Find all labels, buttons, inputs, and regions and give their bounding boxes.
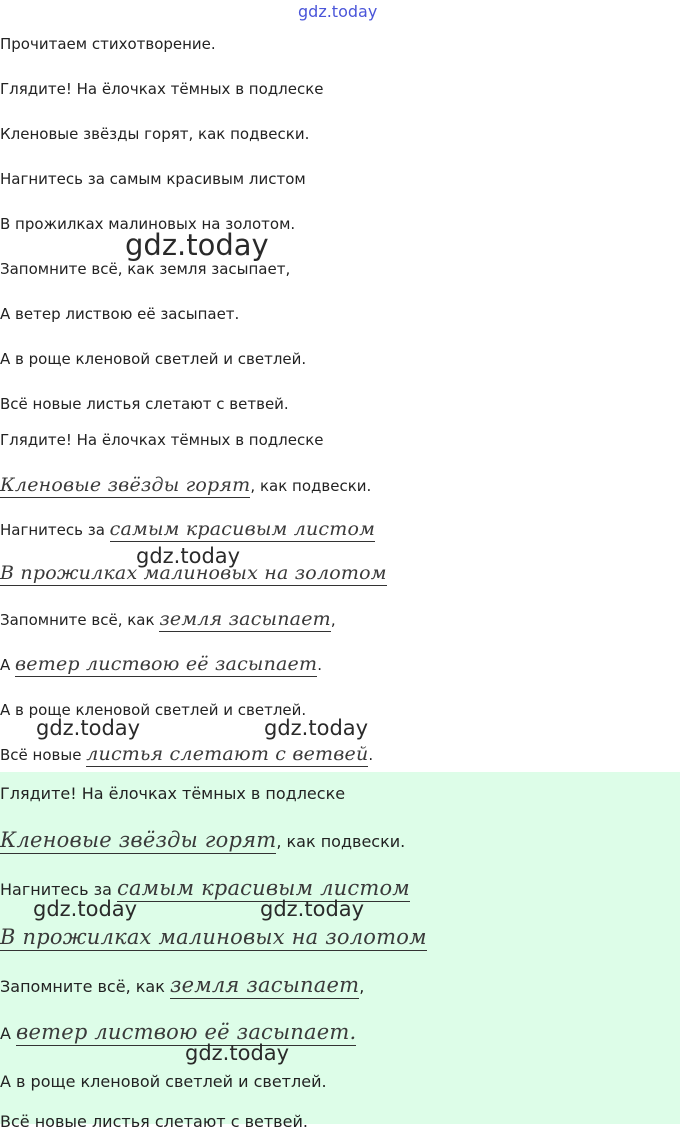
line-text: .	[368, 746, 374, 764]
watermark: gdz.today	[260, 897, 365, 921]
line-text: .	[317, 656, 322, 674]
answer-line-8: Всё новые листья слетают с ветвей.	[0, 1112, 308, 1131]
annotated-line-1: Глядите! На ёлочках тёмных в подлеске	[0, 431, 324, 449]
line-text: , как подвески.	[250, 477, 372, 495]
watermark: gdz.today	[36, 716, 141, 740]
handwritten-underline: самым красивым листом	[109, 518, 376, 540]
line-text: ,	[359, 977, 365, 996]
poem-line-3: Нагнитесь за самым красивым листом	[0, 170, 306, 188]
line-text: А	[0, 1024, 17, 1043]
handwritten-underline: Кленовые звёзды горят	[0, 828, 277, 852]
poem-line-4: В прожилках малиновых на золотом.	[0, 215, 296, 233]
handwritten-underline: Кленовые звёзды горят	[0, 474, 251, 496]
handwritten-underline: ветер листвою её засыпает.	[16, 1020, 357, 1044]
annotated-line-8	[0, 743, 373, 765]
handwritten-underline: ветер листвою её засыпает	[15, 653, 318, 675]
watermark: gdz.today	[125, 228, 269, 262]
handwritten-underline: земля засыпает	[159, 608, 331, 630]
annotated-line-2	[0, 474, 371, 496]
poem-line-7: А в роще кленовой светлей и светлей.	[0, 350, 307, 368]
line-text: , как подвески.	[276, 832, 406, 851]
line-text: Нагнитесь за	[0, 521, 110, 539]
answer-line-6	[0, 1020, 356, 1044]
watermark-top: gdz.today	[298, 2, 378, 21]
answer-line-1: Глядите! На ёлочках тёмных в подлеске	[0, 784, 346, 803]
line-text: А	[0, 656, 16, 674]
handwritten-underline: В прожилках малиновых на золотом	[0, 562, 387, 584]
line-text: Нагнитесь за	[0, 880, 117, 899]
line-text: Запомните всё, как	[0, 611, 160, 629]
watermark: gdz.today	[33, 897, 138, 921]
poem-line-6: А ветер листвою её засыпает.	[0, 305, 240, 323]
poem-line-2: Кленовые звёзды горят, как подвески.	[0, 125, 310, 143]
annotated-line-5	[0, 608, 336, 630]
watermark: gdz.today	[136, 544, 241, 568]
handwritten-underline: самым красивым листом	[116, 876, 410, 900]
poem-line-5: Запомните всё, как земля засыпает,	[0, 260, 291, 278]
line-text: ,	[330, 611, 336, 629]
watermark: gdz.today	[185, 1041, 290, 1065]
handwritten-underline: листья слетают с ветвей	[86, 743, 369, 765]
answer-line-7: А в роще кленовой светлей и светлей.	[0, 1072, 327, 1091]
handwritten-underline: земля засыпает	[169, 973, 360, 997]
poem-line-1: Глядите! На ёлочках тёмных в подлеске	[0, 80, 324, 98]
line-text: Всё новые	[0, 746, 87, 764]
annotated-line-6	[0, 653, 322, 675]
poem-line-8: Всё новые листья слетают с ветвей.	[0, 395, 289, 413]
intro-text: Прочитаем стихотворение.	[0, 35, 216, 53]
answer-line-5	[0, 973, 364, 997]
answer-line-4	[0, 925, 427, 949]
annotated-line-3	[0, 518, 375, 540]
answer-line-2	[0, 828, 405, 852]
handwritten-underline: В прожилках малиновых на золотом	[0, 925, 427, 949]
line-text: Запомните всё, как	[0, 977, 170, 996]
annotated-line-7: А в роще кленовой светлей и светлей.	[0, 701, 307, 719]
watermark: gdz.today	[264, 716, 369, 740]
